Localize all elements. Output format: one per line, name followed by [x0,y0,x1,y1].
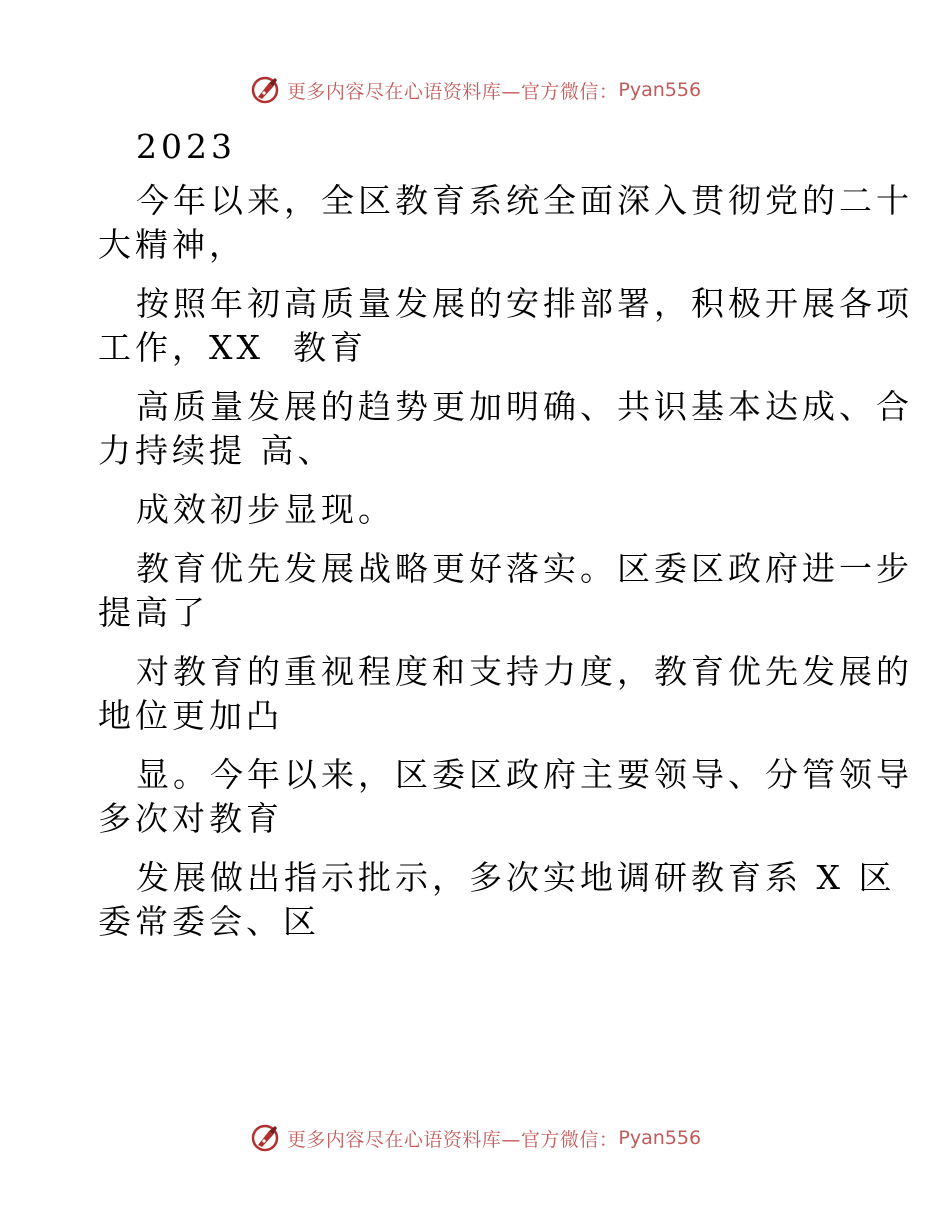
pen-nib-logo-icon [249,1122,281,1154]
body-line: 大精神， [98,225,246,264]
body-line: 教育优先发展战略更好落实。区委区政府进一步 [136,549,913,588]
watermark-text: 更多内容尽在心语资料库—官方微信： [286,80,619,103]
header-watermark [0,70,950,110]
watermark-text: 更多内容尽在心语资料库—官方微信： [286,1128,619,1151]
watermark-wechat-id: Pyan556 [618,79,702,101]
body-line: 显。今年以来，区委区政府主要领导、分管领导 [136,755,913,794]
body-line: 按照年初高质量发展的安排部署，积极开展各项 [136,284,913,323]
body-line: 高质量发展的趋势更加明确、共识基本达成、合 [136,387,913,426]
watermark-wechat-id: Pyan556 [618,1127,702,1149]
body-line: 力持续提 高、 [98,431,335,470]
document-body [98,125,913,944]
body-line: 发展做出指示批示，多次实地调研教育系 X 区 [136,858,896,897]
body-line: 委常委会、区 [98,902,320,941]
footer-watermark [0,1118,950,1158]
body-line: 多次对教育 [98,799,283,838]
body-line: 地位更加凸 [98,696,283,735]
body-line: 工作，XX 教育 [98,328,367,367]
body-line: 成效初步显现。 [136,490,395,529]
body-line: 提高了 [98,593,209,632]
body-line: 2023 [136,127,236,166]
body-line: 今年以来，全区教育系统全面深入贯彻党的二十 [136,181,913,220]
body-line: 对教育的重视程度和支持力度，教育优先发展的 [136,652,913,691]
pen-nib-logo-icon [249,74,281,106]
